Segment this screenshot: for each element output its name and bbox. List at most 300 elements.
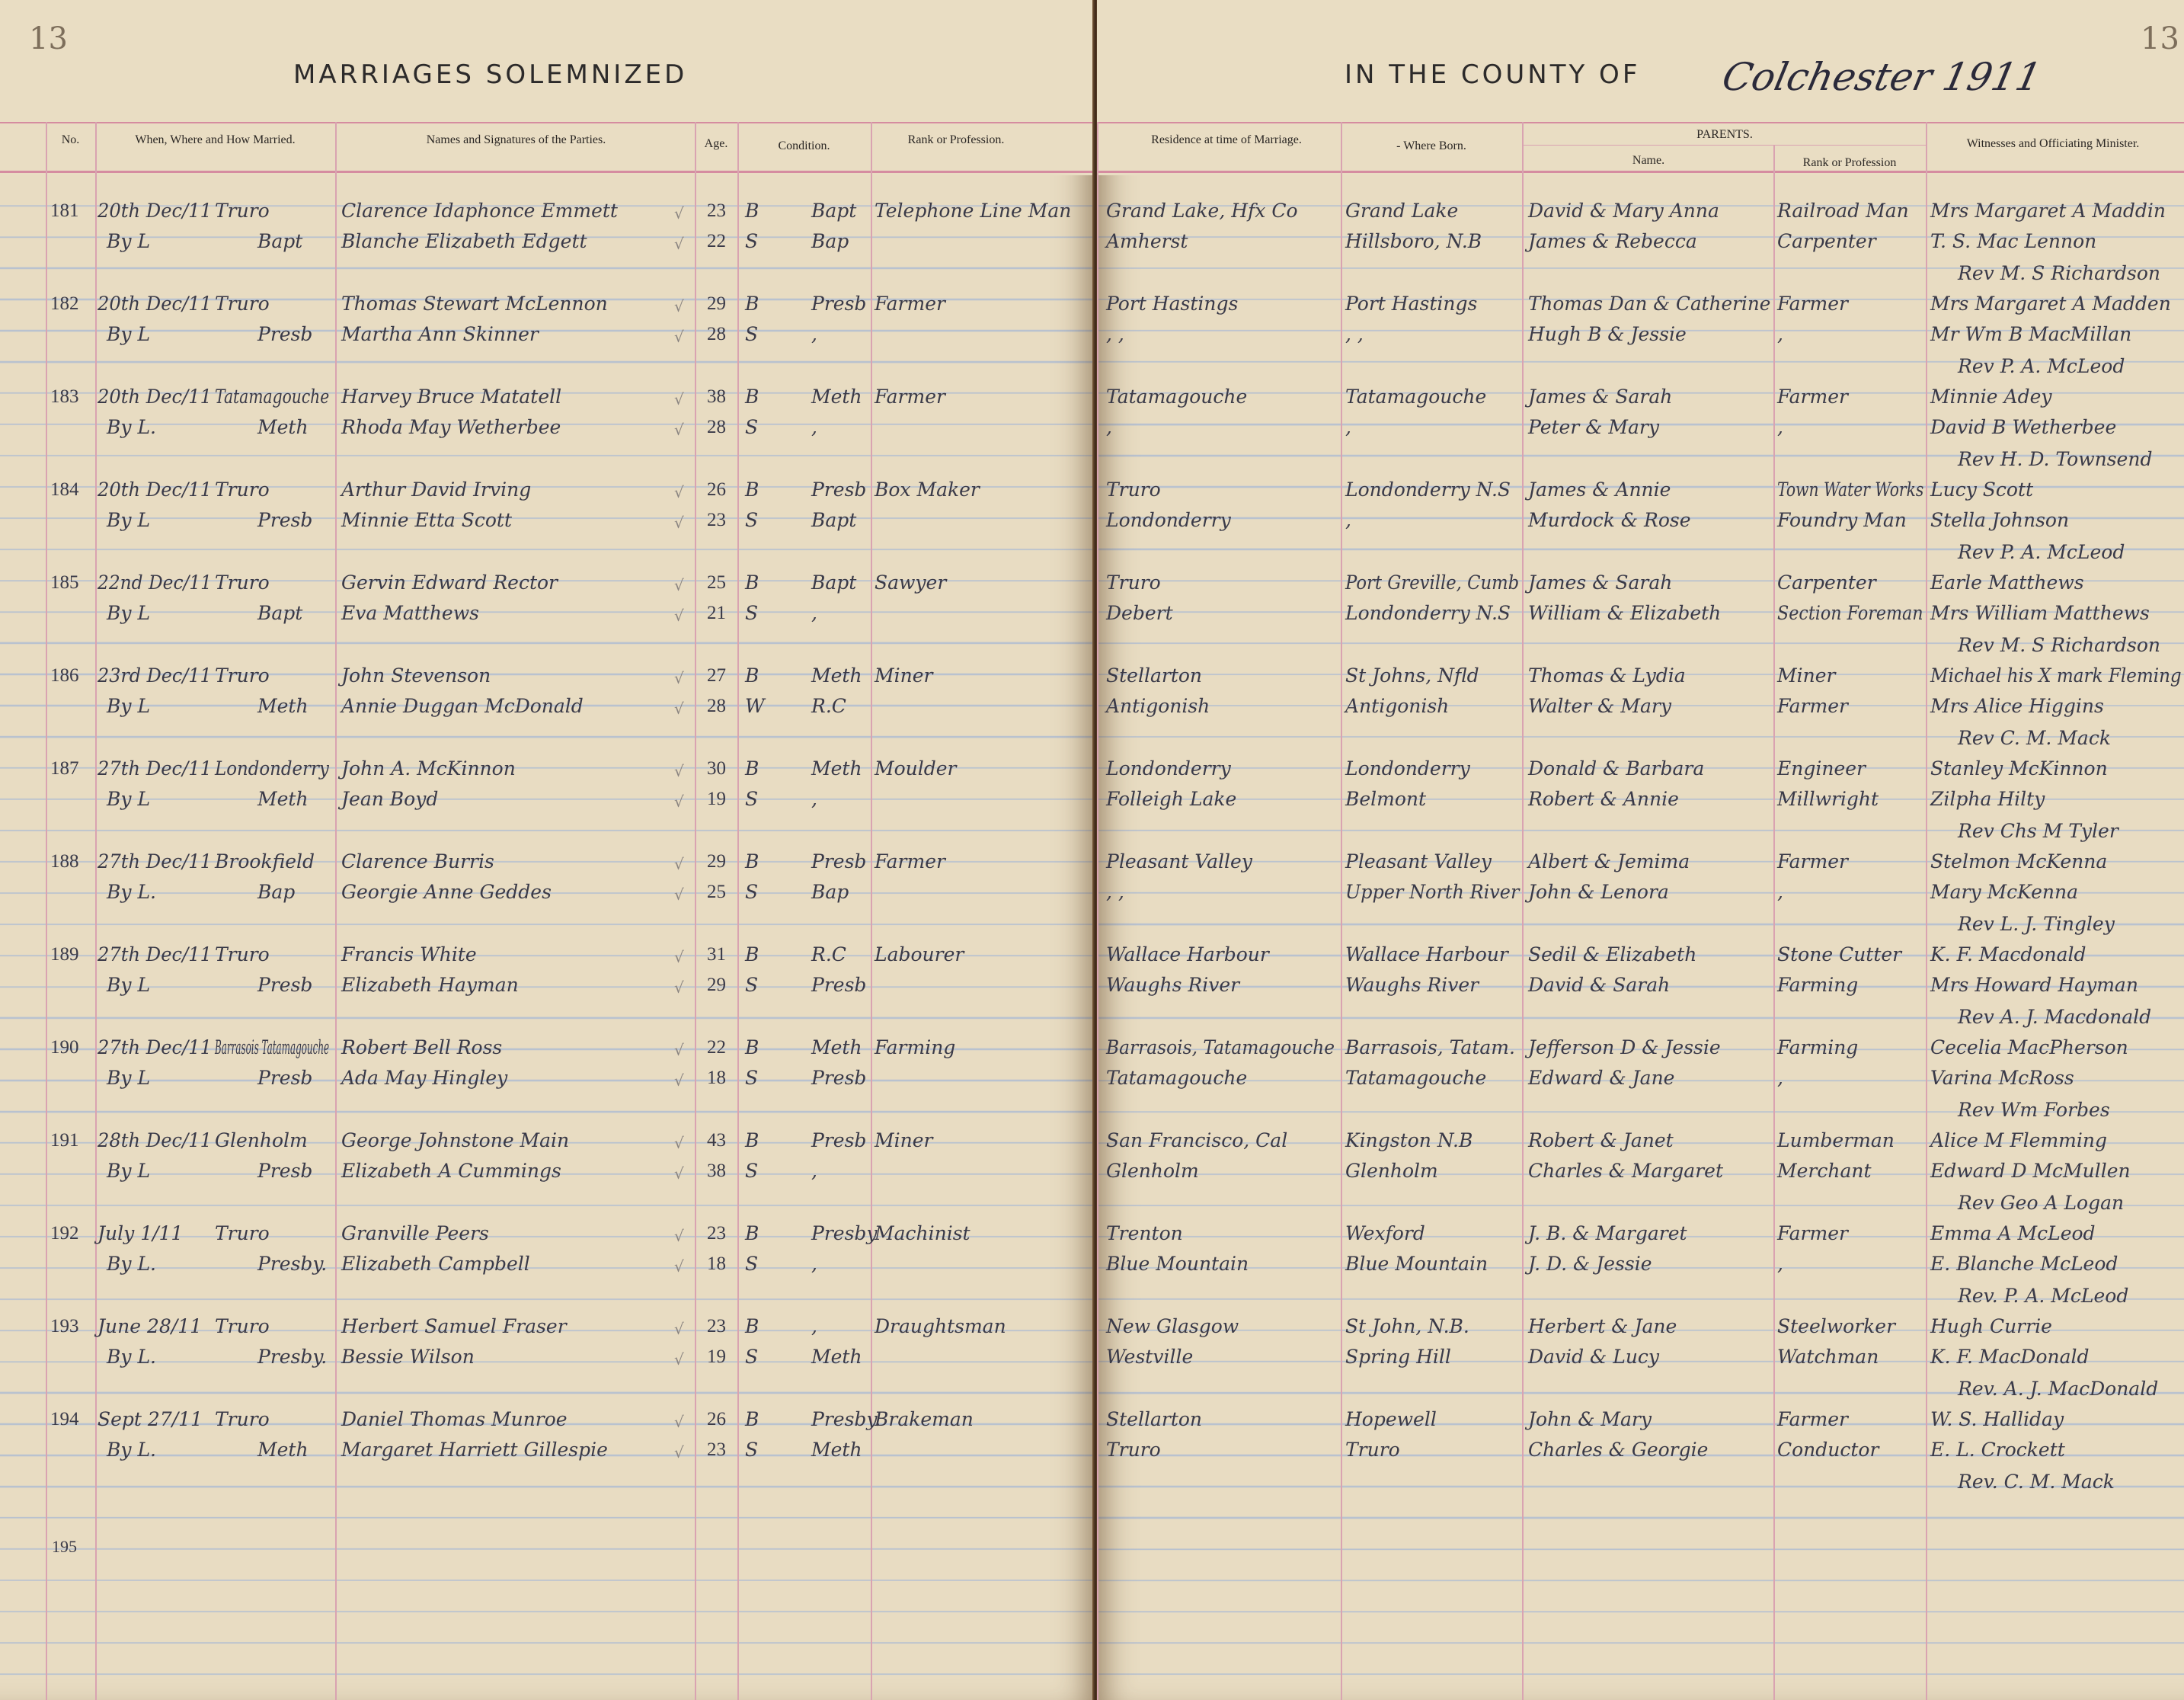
header-bottom-rule <box>0 171 1094 173</box>
bride-religion: R.C <box>811 695 846 717</box>
bride-birthplace: Upper North River <box>1345 881 1520 903</box>
witness-two: Mr Wm B MacMillan <box>1930 323 2132 345</box>
marriage-method: By L <box>107 509 151 531</box>
bride-parents-profession: Farmer <box>1777 695 1848 717</box>
witness-one: Cecelia MacPherson <box>1930 1036 2128 1058</box>
groom-religion: , <box>811 1315 817 1337</box>
header-bottom-rule <box>1097 171 2184 173</box>
groom-age: 23 <box>707 1223 726 1244</box>
right-page-number: 13 <box>2141 21 2179 56</box>
bride-religion: Meth <box>811 1439 862 1461</box>
witness-one: Minnie Adey <box>1930 386 2052 408</box>
bride-parents-profession: , <box>1777 416 1783 438</box>
groom-parents: James & Sarah <box>1528 386 1673 408</box>
check-mark: √ <box>674 978 684 997</box>
witness-two: Mary McKenna <box>1930 881 2079 903</box>
witness-two: Varina McRoss <box>1930 1067 2074 1089</box>
groom-profession: Miner <box>875 1129 933 1151</box>
groom-birthplace: Port Greville, Cumb <box>1345 571 1520 594</box>
check-mark: √ <box>674 421 684 439</box>
groom-residence: Grand Lake, Hfx Co <box>1106 200 1298 222</box>
witness-two: K. F. MacDonald <box>1930 1346 2090 1368</box>
marriage-date: June 28/11 <box>98 1315 203 1337</box>
bride-birthplace: Blue Mountain <box>1345 1253 1489 1275</box>
officiating-minister: Rev M. S Richardson <box>1958 634 2161 656</box>
groom-birthplace: Barrasois, Tatam. <box>1345 1036 1515 1058</box>
groom-profession: Sawyer <box>875 571 947 594</box>
groom-condition: B <box>745 1222 759 1244</box>
witness-one: Emma A McLeod <box>1930 1222 2096 1244</box>
bride-parents: David & Lucy <box>1528 1346 1660 1368</box>
column-divider <box>95 122 97 1700</box>
groom-profession: Draughtsman <box>875 1315 1006 1337</box>
bride-age: 28 <box>707 696 726 716</box>
witness-two: David B Wetherbee <box>1930 416 2117 438</box>
groom-parents: Thomas Dan & Catherine <box>1528 293 1771 315</box>
groom-parents-profession: Carpenter <box>1777 571 1876 594</box>
header-when: When, Where and How Married. <box>135 133 296 146</box>
check-mark: √ <box>674 1320 684 1338</box>
bride-parents-profession: , <box>1777 323 1783 345</box>
bride-residence: Glenholm <box>1106 1160 1199 1182</box>
witness-one: W. S. Halliday <box>1930 1408 2064 1430</box>
header-witnesses: Witnesses and Officiating Minister. <box>1966 137 2140 150</box>
bride-residence: Amherst <box>1106 230 1188 252</box>
entry-number: 185 <box>50 572 79 593</box>
groom-religion: Bapt <box>811 200 857 222</box>
column-divider <box>1522 122 1524 1700</box>
officiating-minister: Rev H. D. Townsend <box>1958 448 2153 470</box>
groom-birthplace: Wexford <box>1345 1222 1425 1244</box>
bride-parents: John & Lenora <box>1528 881 1669 903</box>
bride-parents-profession: , <box>1777 881 1783 903</box>
left-page-number: 13 <box>29 21 68 56</box>
officiating-minister: Rev L. J. Tingley <box>1958 913 2115 935</box>
witness-one: K. F. Macdonald <box>1930 943 2086 965</box>
groom-birthplace: St John, N.B. <box>1345 1315 1469 1337</box>
check-mark: √ <box>674 1227 684 1245</box>
bride-residence: Truro <box>1106 1439 1161 1461</box>
marriage-place: Brookfield <box>215 850 315 872</box>
bride-residence: , , <box>1106 323 1124 345</box>
marriage-place: Truro <box>215 479 270 501</box>
groom-profession: Moulder <box>875 757 957 780</box>
column-divider <box>871 122 872 1700</box>
groom-condition: B <box>745 1036 759 1058</box>
groom-name: Granville Peers <box>341 1222 489 1244</box>
bride-birthplace: , <box>1345 509 1351 531</box>
bride-age: 28 <box>707 324 726 344</box>
groom-age: 22 <box>707 1037 726 1058</box>
marriage-date: 22nd Dec/11 <box>98 571 212 594</box>
bride-religion: Meth <box>811 1346 862 1368</box>
witness-two: E. L. Crockett <box>1930 1439 2065 1461</box>
entry-number: 194 <box>50 1409 79 1429</box>
groom-birthplace: Londonderry N.S <box>1345 479 1511 501</box>
bride-condition: S <box>745 1253 759 1275</box>
bride-religion: , <box>811 1160 817 1182</box>
check-mark: √ <box>674 762 684 780</box>
marriage-church: Meth <box>257 788 309 810</box>
groom-condition: B <box>745 943 759 965</box>
groom-age: 23 <box>707 1316 726 1337</box>
groom-name: Herbert Samuel Fraser <box>341 1315 567 1337</box>
bride-name: Minnie Etta Scott <box>341 509 512 531</box>
marriage-place: Truro <box>215 1408 270 1430</box>
bride-name: Martha Ann Skinner <box>341 323 539 345</box>
officiating-minister: Rev P. A. McLeod <box>1958 355 2125 377</box>
groom-birthplace: Port Hastings <box>1345 293 1478 315</box>
bride-condition: S <box>745 1067 759 1089</box>
bride-parents: Peter & Mary <box>1528 416 1660 438</box>
marriage-date: 27th Dec/11 <box>98 757 213 780</box>
groom-age: 31 <box>707 944 726 965</box>
bride-birthplace: Antigonish <box>1345 695 1450 717</box>
groom-birthplace: Grand Lake <box>1345 200 1459 222</box>
groom-parents-profession: Town Water Works <box>1777 479 1924 501</box>
check-mark: √ <box>674 1413 684 1431</box>
column-divider <box>1926 122 1927 1700</box>
marriage-place: Glenholm <box>215 1129 308 1151</box>
bride-age: 22 <box>707 231 726 251</box>
marriage-date: 28th Dec/11 <box>98 1129 213 1151</box>
bride-religion: , <box>811 602 817 624</box>
groom-parents-profession: Farmer <box>1777 1408 1848 1430</box>
groom-birthplace: Wallace Harbour <box>1345 943 1508 965</box>
groom-age: 29 <box>707 851 726 872</box>
bride-condition: S <box>745 1439 759 1461</box>
groom-age: 26 <box>707 479 726 500</box>
groom-parents-profession: Miner <box>1777 664 1836 687</box>
bride-religion: Bap <box>811 881 849 903</box>
groom-age: 43 <box>707 1130 726 1151</box>
bride-residence: Blue Mountain <box>1106 1253 1249 1275</box>
marriage-method: By L. <box>107 1439 156 1461</box>
marriage-date: 27th Dec/11 <box>98 943 213 965</box>
groom-condition: B <box>745 200 759 222</box>
marriage-place: Truro <box>215 571 270 594</box>
bride-parents: Edward & Jane <box>1528 1067 1675 1089</box>
column-divider <box>335 122 337 1700</box>
bride-name: Elizabeth Campbell <box>341 1253 530 1275</box>
column-divider <box>737 122 739 1700</box>
bride-age: 29 <box>707 975 726 995</box>
header-parents: PARENTS. <box>1696 128 1753 141</box>
bride-age: 19 <box>707 789 726 809</box>
bride-age: 23 <box>707 510 726 530</box>
groom-religion: Meth <box>811 664 862 687</box>
groom-parents: James & Sarah <box>1528 571 1673 594</box>
bride-condition: S <box>745 602 759 624</box>
bride-residence: Debert <box>1106 602 1173 624</box>
entry-number: 191 <box>50 1130 79 1151</box>
marriage-method: By L. <box>107 1346 156 1368</box>
groom-profession: Farmer <box>875 850 945 872</box>
groom-parents-profession: Steelworker <box>1777 1315 1896 1337</box>
bride-age: 25 <box>707 882 726 902</box>
check-mark: √ <box>674 792 684 811</box>
marriage-church: Presb <box>257 509 313 531</box>
bride-residence: Antigonish <box>1106 695 1210 717</box>
marriage-church: Bap <box>257 881 296 903</box>
groom-name: Daniel Thomas Munroe <box>341 1408 568 1430</box>
bride-religion: Presb <box>811 974 867 996</box>
marriage-place: Truro <box>215 1315 270 1337</box>
groom-parents: Thomas & Lydia <box>1528 664 1686 687</box>
bride-name: Margaret Harriett Gillespie <box>341 1439 608 1461</box>
marriage-church: Presby. <box>257 1346 328 1368</box>
bride-parents-profession: Millwright <box>1777 788 1879 810</box>
witness-one: Michael his X mark Fleming <box>1930 664 2182 687</box>
check-mark: √ <box>674 1350 684 1369</box>
groom-parents-profession: Engineer <box>1777 757 1866 780</box>
witness-two: Edward D McMullen <box>1930 1160 2131 1182</box>
marriage-date: 27th Dec/11 <box>98 850 213 872</box>
groom-parents-profession: Lumberman <box>1777 1129 1895 1151</box>
groom-condition: B <box>745 757 759 780</box>
groom-birthplace: Tatamagouche <box>1345 386 1487 408</box>
groom-religion: R.C <box>811 943 846 965</box>
bride-religion: , <box>811 788 817 810</box>
groom-parents: J. B. & Margaret <box>1528 1222 1687 1244</box>
entry-number: 183 <box>50 386 79 407</box>
groom-religion: Presby <box>811 1222 878 1244</box>
check-mark: √ <box>674 390 684 408</box>
column-divider <box>1341 122 1342 1700</box>
marriage-date: 20th Dec/11 <box>98 293 213 315</box>
officiating-minister: Rev. A. J. MacDonald <box>1958 1378 2159 1400</box>
column-divider <box>1773 145 1775 1700</box>
groom-condition: B <box>745 1129 759 1151</box>
witness-two: Mrs Alice Higgins <box>1930 695 2104 717</box>
groom-age: 25 <box>707 572 726 593</box>
groom-religion: Bapt <box>811 571 857 594</box>
groom-profession: Brakeman <box>875 1408 974 1430</box>
check-mark: √ <box>674 483 684 501</box>
witness-one: Hugh Currie <box>1930 1315 2052 1337</box>
bride-name: Georgie Anne Geddes <box>341 881 552 903</box>
witness-one: Mrs Margaret A Madden <box>1930 293 2171 315</box>
marriage-date: 27th Dec/11 <box>98 1036 213 1058</box>
check-mark: √ <box>674 1071 684 1090</box>
bride-residence: Folleigh Lake <box>1106 788 1237 810</box>
bride-parents: Charles & Margaret <box>1528 1160 1724 1182</box>
marriage-church: Meth <box>257 695 309 717</box>
witness-two: Zilpha Hilty <box>1930 788 2045 810</box>
check-mark: √ <box>674 1134 684 1152</box>
groom-birthplace: Hopewell <box>1345 1408 1437 1430</box>
bride-birthplace: , <box>1345 416 1351 438</box>
check-mark: √ <box>674 514 684 532</box>
officiating-minister: Rev Wm Forbes <box>1958 1099 2110 1121</box>
bride-birthplace: Belmont <box>1345 788 1427 810</box>
bride-age: 28 <box>707 417 726 437</box>
witness-one: Earle Matthews <box>1930 571 2084 594</box>
bride-birthplace: Truro <box>1345 1439 1400 1461</box>
groom-birthplace: Pleasant Valley <box>1345 850 1492 872</box>
bride-birthplace: Waughs River <box>1345 974 1479 996</box>
check-mark: √ <box>674 1164 684 1183</box>
bride-name: Elizabeth Hayman <box>341 974 519 996</box>
bride-age: 38 <box>707 1161 726 1181</box>
groom-parents: Donald & Barbara <box>1528 757 1705 780</box>
marriage-date: 20th Dec/11 <box>98 386 213 408</box>
bride-age: 19 <box>707 1346 726 1367</box>
bride-religion: , <box>811 1253 817 1275</box>
bride-condition: S <box>745 974 759 996</box>
groom-parents: David & Mary Anna <box>1528 200 1719 222</box>
groom-name: Clarence Idaphonce Emmett <box>341 200 618 222</box>
column-divider <box>46 122 47 1700</box>
bride-parents: Charles & Georgie <box>1528 1439 1709 1461</box>
marriage-church: Presb <box>257 1160 313 1182</box>
bride-parents: David & Sarah <box>1528 974 1671 996</box>
bride-condition: S <box>745 323 759 345</box>
groom-condition: B <box>745 293 759 315</box>
header-names: Names and Signatures of the Parties. <box>426 133 606 146</box>
groom-parents-profession: Stone Cutter <box>1777 943 1902 965</box>
groom-parents-profession: Railroad Man <box>1777 200 1909 222</box>
bride-condition: S <box>745 1160 759 1182</box>
marriage-method: By L <box>107 1160 151 1182</box>
groom-residence: Tatamagouche <box>1106 386 1248 408</box>
bride-condition: S <box>745 509 759 531</box>
groom-age: 30 <box>707 758 726 779</box>
bride-birthplace: Spring Hill <box>1345 1346 1451 1368</box>
groom-birthplace: St Johns, Nfld <box>1345 664 1479 687</box>
groom-condition: B <box>745 1408 759 1430</box>
bride-parents-profession: Foundry Man <box>1777 509 1907 531</box>
bride-condition: S <box>745 1346 759 1368</box>
groom-religion: Presb <box>811 850 867 872</box>
groom-condition: B <box>745 1315 759 1337</box>
bride-parents-profession: Carpenter <box>1777 230 1876 252</box>
bride-age: 18 <box>707 1253 726 1274</box>
groom-profession: Farmer <box>875 293 945 315</box>
marriage-place: Truro <box>215 200 270 222</box>
groom-profession: Machinist <box>875 1222 970 1244</box>
groom-profession: Labourer <box>875 943 964 965</box>
witness-one: Stanley McKinnon <box>1930 757 2108 780</box>
marriage-place: Barrasois Tatamagouche <box>215 1036 330 1058</box>
officiating-minister: Rev C. M. Mack <box>1958 727 2111 749</box>
marriage-place: Londonderry <box>215 757 329 780</box>
groom-name: Harvey Bruce Matatell <box>341 386 562 408</box>
check-mark: √ <box>674 328 684 346</box>
entry-number: 193 <box>50 1316 79 1337</box>
check-mark: √ <box>674 669 684 687</box>
marriage-method: By L <box>107 230 151 252</box>
check-mark: √ <box>674 1443 684 1461</box>
witness-one: Alice M Flemming <box>1930 1129 2107 1151</box>
header-parent-rank: Rank or Profession <box>1802 156 1897 169</box>
marriage-method: By L <box>107 602 151 624</box>
bride-parents: William & Elizabeth <box>1528 602 1722 624</box>
groom-parents-profession: Farmer <box>1777 850 1848 872</box>
entry-number: 186 <box>50 665 79 686</box>
marriage-church: Bapt <box>257 230 303 252</box>
witness-two: T. S. Mac Lennon <box>1930 230 2097 252</box>
groom-residence: New Glasgow <box>1106 1315 1239 1337</box>
bride-birthplace: Londonderry N.S <box>1345 602 1511 624</box>
check-mark: √ <box>674 204 684 223</box>
groom-religion: Presb <box>811 1129 867 1151</box>
groom-name: John Stevenson <box>341 664 491 687</box>
groom-residence: Truro <box>1106 479 1161 501</box>
witness-two: Stella Johnson <box>1930 509 2070 531</box>
marriage-method: By L. <box>107 1253 156 1275</box>
groom-residence: Londonderry <box>1106 757 1231 780</box>
groom-name: Gervin Edward Rector <box>341 571 558 594</box>
entry-number: 182 <box>50 293 79 314</box>
groom-name: Clarence Burris <box>341 850 494 872</box>
bride-name: Ada May Hingley <box>341 1067 508 1089</box>
bride-parents-profession: Section Foreman <box>1777 602 1923 624</box>
bride-parents-profession: Farming <box>1777 974 1859 996</box>
bride-residence: Londonderry <box>1106 509 1231 531</box>
bride-parents: James & Rebecca <box>1528 230 1697 252</box>
marriage-church: Meth <box>257 1439 309 1461</box>
bride-birthplace: , , <box>1345 323 1364 345</box>
check-mark: √ <box>674 1257 684 1276</box>
marriage-date: 20th Dec/11 <box>98 479 213 501</box>
bride-parents-profession: , <box>1777 1067 1783 1089</box>
marriage-date: July 1/11 <box>98 1222 184 1244</box>
header-condition: Condition. <box>778 139 830 152</box>
entry-number: 184 <box>50 479 79 500</box>
marriage-church: Presb <box>257 323 313 345</box>
bride-age: 18 <box>707 1068 726 1088</box>
officiating-minister: Rev M. S Richardson <box>1958 262 2161 284</box>
bride-condition: W <box>745 695 765 717</box>
header-age: Age. <box>704 137 728 150</box>
groom-parents: Sedil & Elizabeth <box>1528 943 1697 965</box>
right-page <box>1097 0 2184 1700</box>
bride-birthplace: Hillsboro, N.B <box>1345 230 1482 252</box>
marriage-place: Tatamagouche <box>215 386 330 408</box>
marriage-place: Truro <box>215 1222 270 1244</box>
groom-residence: Port Hastings <box>1106 293 1239 315</box>
bride-parents: Robert & Annie <box>1528 788 1679 810</box>
header-residence: Residence at time of Marriage. <box>1151 133 1302 146</box>
groom-parents: Herbert & Jane <box>1528 1315 1677 1337</box>
check-mark: √ <box>674 607 684 625</box>
county-handwritten: Colchester 1911 <box>1718 55 2045 99</box>
groom-name: Arthur David Irving <box>341 479 532 501</box>
groom-parents: Jefferson D & Jessie <box>1528 1036 1721 1058</box>
bride-residence: , , <box>1106 881 1124 903</box>
header-top-rule <box>0 122 1094 123</box>
groom-condition: B <box>745 664 759 687</box>
groom-residence: Pleasant Valley <box>1106 850 1252 872</box>
groom-parents: James & Annie <box>1528 479 1671 501</box>
bride-residence: Waughs River <box>1106 974 1240 996</box>
left-page-title: MARRIAGES SOLEMNIZED <box>293 59 688 90</box>
bride-condition: S <box>745 230 759 252</box>
groom-religion: Meth <box>811 1036 862 1058</box>
bride-name: Bessie Wilson <box>341 1346 475 1368</box>
marriage-method: By L <box>107 323 151 345</box>
witness-one: Stelmon McKenna <box>1930 850 2108 872</box>
bride-parents-profession: Merchant <box>1777 1160 1872 1182</box>
groom-residence: Trenton <box>1106 1222 1183 1244</box>
groom-age: 27 <box>707 665 726 686</box>
bride-residence: , <box>1106 416 1112 438</box>
groom-residence: Barrasois, Tatamagouche <box>1106 1036 1335 1058</box>
bride-residence: Tatamagouche <box>1106 1067 1248 1089</box>
check-mark: √ <box>674 855 684 873</box>
groom-birthplace: Kingston N.B <box>1345 1129 1473 1151</box>
